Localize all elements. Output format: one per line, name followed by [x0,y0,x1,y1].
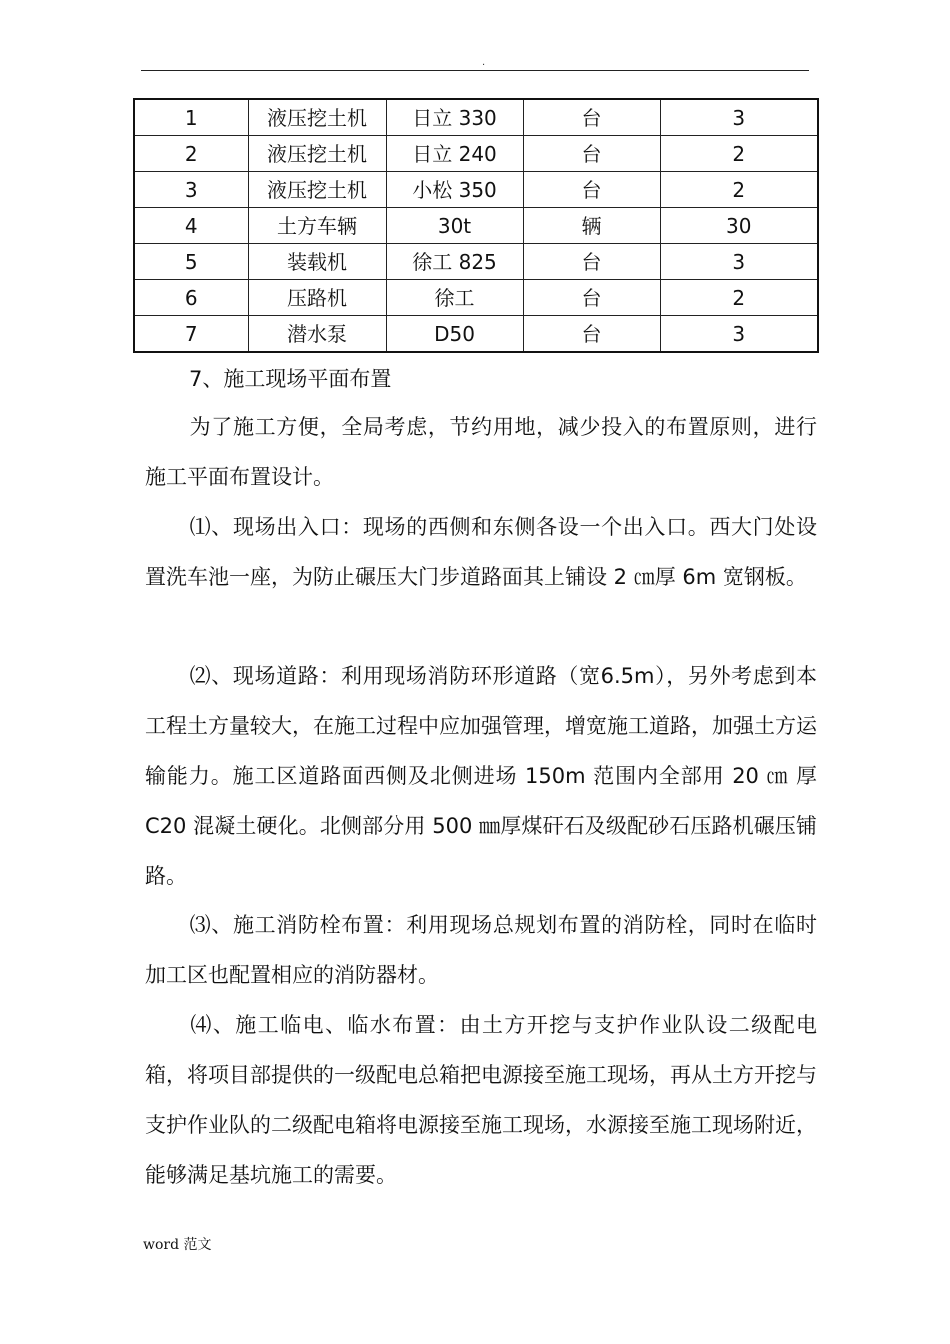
cell-quantity: 2 [660,136,818,172]
table-row [134,316,818,353]
table-row [134,208,818,244]
cell-equipment: 潜水泵 [248,316,386,353]
cell-model: 日立 330 [386,99,523,136]
cell-model: D50 [386,316,523,353]
cell-quantity: 2 [660,280,818,316]
table-row [134,244,818,280]
item-1-text: ⑴、现场出入口：现场的西侧和东侧各设一个出入口。西大门处设置洗车池一座，为防止碾压大门步道路面其上铺设 2 ㎝厚 6m 宽钢板。 [145,515,817,589]
cell-model: 徐工 825 [386,244,523,280]
cell-index: 2 [134,136,248,172]
cell-quantity: 3 [660,244,818,280]
cell-equipment: 液压挖土机 [248,99,386,136]
cell-index: 1 [134,99,248,136]
header-mark: . [482,57,486,68]
cell-index: 6 [134,280,248,316]
cell-quantity: 3 [660,316,818,353]
cell-index: 3 [134,172,248,208]
intro-paragraph [145,402,817,502]
table-row [134,172,818,208]
cell-index: 7 [134,316,248,353]
cell-unit: 台 [523,172,660,208]
table-row [134,136,818,172]
footer-text: word 范文 [143,1237,212,1253]
cell-unit: 辆 [523,208,660,244]
table-row [134,280,818,316]
item-1-paragraph [145,502,817,602]
cell-unit: 台 [523,316,660,353]
cell-quantity: 2 [660,172,818,208]
item-3-paragraph [145,900,817,1000]
cell-model: 徐工 [386,280,523,316]
section-heading: 7、施工现场平面布置 [189,367,392,391]
item-4-paragraph [145,1000,817,1200]
cell-model: 日立 240 [386,136,523,172]
cell-quantity: 3 [660,99,818,136]
cell-unit: 台 [523,136,660,172]
cell-equipment: 压路机 [248,280,386,316]
cell-index: 4 [134,208,248,244]
cell-quantity: 30 [660,208,818,244]
table-row [134,99,818,136]
cell-equipment: 液压挖土机 [248,172,386,208]
cell-index: 5 [134,244,248,280]
item-4-text: ⑷、施工临电、临水布置：由土方开挖与支护作业队设二级配电箱，将项目部提供的一级配电总箱把电源接至施工现场，再从土方开挖与支护作业队的二级配电箱将电源接至施工现场，水源接至施工现场附近，能够满足基坑施工的需要。 [145,1013,817,1187]
cell-unit: 台 [523,280,660,316]
equipment-table [133,98,819,353]
header-rule [141,70,809,71]
cell-model: 30t [386,208,523,244]
cell-unit: 台 [523,99,660,136]
item-2-text: ⑵、现场道路：利用现场消防环形道路（宽6.5m），另外考虑到本工程土方量较大，在施工过程中应加强管理，增宽施工道路，加强土方运输能力。施工区道路面西侧及北侧进场 150m 范围内全部用 20 ㎝ 厚 C20 混凝土硬化。北侧部分用 500 ㎜厚煤矸石及级配砂石压路机碾压铺路。 [145,664,817,888]
intro-text: 为了施工方便，全局考虑，节约用地，减少投入的布置原则，进行施工平面布置设计。 [145,415,817,489]
item-3-text: ⑶、施工消防栓布置：利用现场总规划布置的消防栓，同时在临时加工区也配置相应的消防器材。 [145,913,817,987]
cell-equipment: 土方车辆 [248,208,386,244]
cell-equipment: 装载机 [248,244,386,280]
item-2-paragraph [145,651,817,901]
cell-model: 小松 350 [386,172,523,208]
cell-equipment: 液压挖土机 [248,136,386,172]
cell-unit: 台 [523,244,660,280]
